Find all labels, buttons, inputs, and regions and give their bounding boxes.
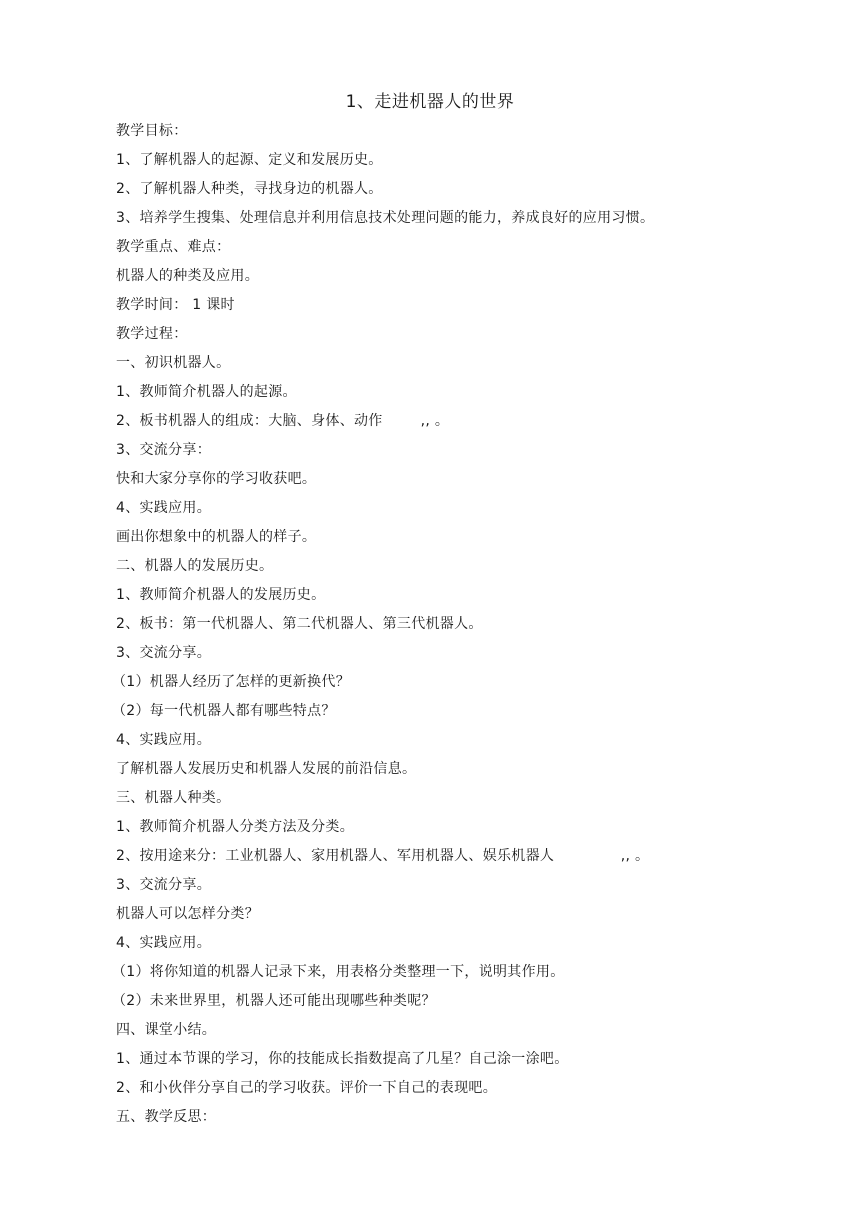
text-line: （1）机器人经历了怎样的更新换代？ (112, 674, 351, 690)
text-line: 教学重点、难点： (116, 239, 231, 255)
text-line: 3、交流分享： (116, 442, 212, 458)
text-line: 3、培养学生搜集、处理信息并利用信息技术处理问题的能力，养成良好的应用习惯。 (116, 210, 655, 226)
text-line: 4、实践应用。 (116, 732, 212, 748)
text-line: 1、教师简介机器人分类方法及分类。 (116, 819, 355, 835)
text-line: 1、通过本节课的学习，你的技能成长指数提高了几星？自己涂一涂吧。 (116, 1051, 569, 1067)
text-line: （2）未来世界里，机器人还可能出现哪些种类呢？ (112, 993, 436, 1009)
text-line: 四、课堂小结。 (116, 1022, 217, 1038)
text-line: 1、教师简介机器人的发展历史。 (116, 587, 326, 603)
text-line: 2、板书：第一代机器人、第二代机器人、第三代机器人。 (116, 616, 483, 632)
text-line: 机器人可以怎样分类？ (116, 906, 259, 922)
text-line: 4、实践应用。 (116, 935, 212, 951)
text-line: 1、教师简介机器人的起源。 (116, 384, 297, 400)
text-line: 五、教学反思： (116, 1109, 217, 1125)
text-line: 三、机器人种类。 (116, 790, 231, 806)
text-line: 1、了解机器人的起源、定义和发展历史。 (116, 152, 383, 168)
text-line: 2、板书机器人的组成：大脑、身体、动作 ,, 。 (116, 413, 450, 429)
text-line: 3、交流分享。 (116, 645, 212, 661)
text-line: 教学过程： (116, 326, 188, 342)
text-line: 2、和小伙伴分享自己的学习收获。评价一下自己的表现吧。 (116, 1080, 498, 1096)
text-line: 画出你想象中的机器人的样子。 (116, 529, 317, 545)
text-line: 一、初识机器人。 (116, 355, 231, 371)
text-line: （1）将你知道的机器人记录下来，用表格分类整理一下，说明其作用。 (112, 964, 565, 980)
text-line: 4、实践应用。 (116, 500, 212, 516)
text-line: 2、按用途来分：工业机器人、家用机器人、军用机器人、娱乐机器人 ,, 。 (116, 848, 650, 864)
text-line: 2、了解机器人种类，寻找身边的机器人。 (116, 181, 383, 197)
text-line: 快和大家分享你的学习收获吧。 (116, 471, 317, 487)
text-line: 机器人的种类及应用。 (116, 268, 259, 284)
text-line: 二、机器人的发展历史。 (116, 558, 274, 574)
text-line: 3、交流分享。 (116, 877, 212, 893)
text-line: 教学时间： 1 课时 (116, 297, 235, 313)
document-title: 1、走进机器人的世界 (345, 92, 515, 112)
document-body (112, 119, 756, 1134)
text-line: 了解机器人发展历史和机器人发展的前沿信息。 (116, 761, 417, 777)
text-line: （2）每一代机器人都有哪些特点？ (112, 703, 336, 719)
text-line: 教学目标： (116, 123, 188, 139)
